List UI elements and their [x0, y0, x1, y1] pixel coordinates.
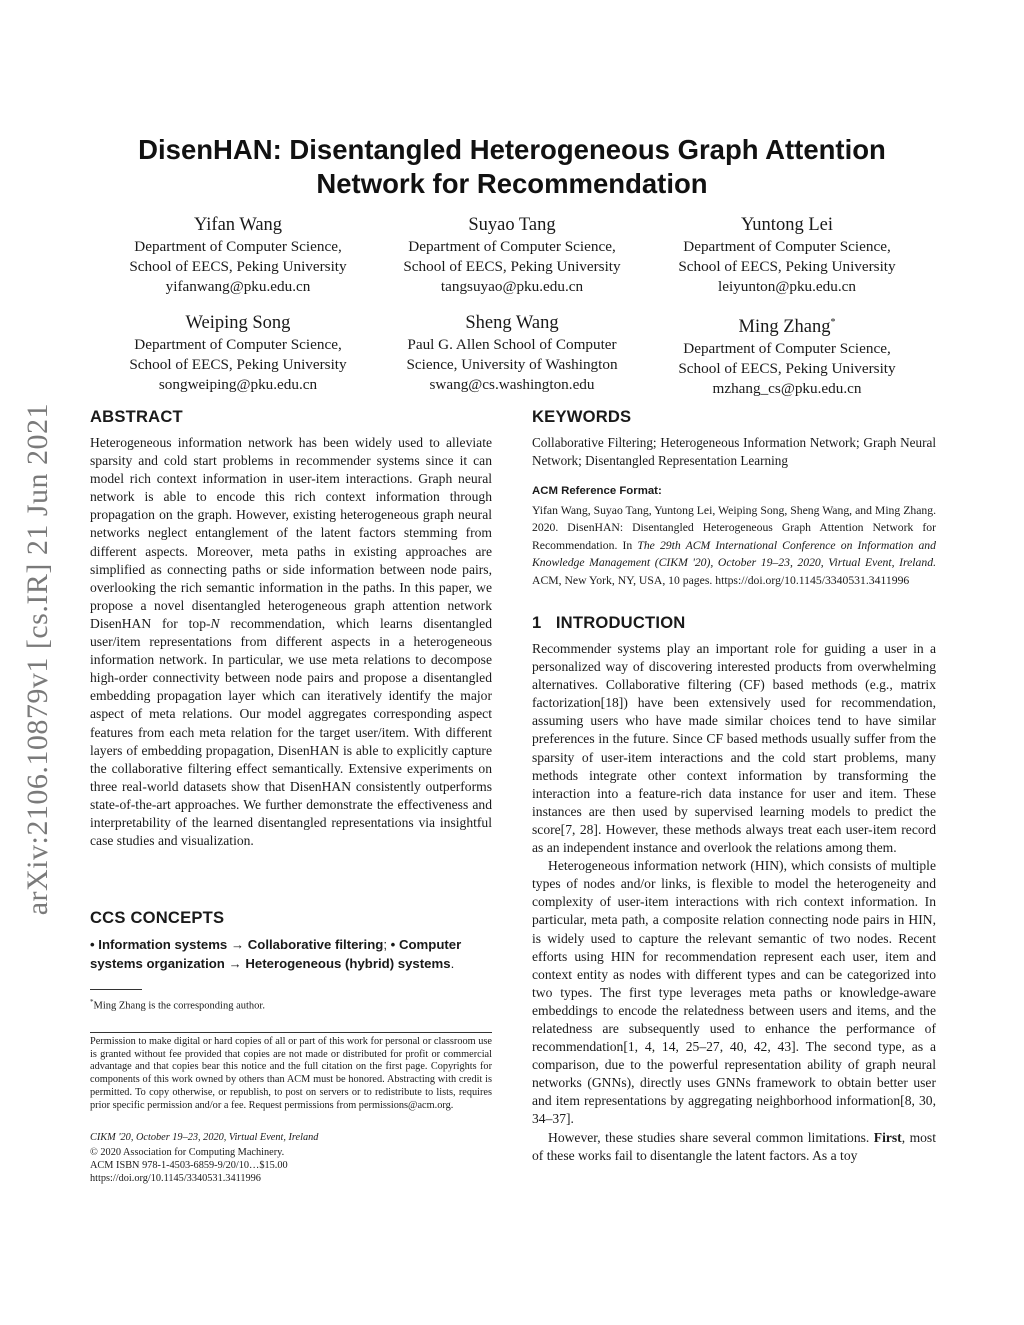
author-affiliation: School of EECS, Peking University	[129, 258, 347, 275]
doi-line: https://doi.org/10.1145/3340531.3411996	[90, 1173, 261, 1184]
copyright-line: © 2020 Association for Computing Machinery.	[90, 1147, 285, 1158]
author-name: Yifan Wang	[193, 215, 283, 235]
section-number: 1	[532, 613, 542, 632]
acm-reference-text	[532, 502, 936, 589]
conference-line: CIKM '20, October 19–23, 2020, Virtual Event, Ireland	[90, 1132, 319, 1143]
author-block	[103, 214, 373, 297]
author-name-text: Ming Zhang	[738, 317, 831, 338]
intro-text-part: However, these studies share several common limitations.	[548, 1129, 874, 1145]
footnote-rule	[90, 989, 142, 990]
author-affiliation: Department of Computer Science,	[134, 336, 342, 353]
author-block	[377, 312, 647, 395]
acm-reference-part: ACM, New York, NY, USA, 10 pages. https://doi.org/10.1145/3340531.3411996	[532, 573, 910, 587]
author-affiliation: Science, University of Washington	[406, 356, 618, 373]
author-name: Weiping Song	[185, 313, 291, 333]
arxiv-identifier-text: arXiv:2106.10879v1 [cs.IR] 21 Jun 2021	[21, 403, 54, 916]
author-affiliation: School of EECS, Peking University	[678, 258, 896, 275]
intro-emphasis: First	[873, 1129, 902, 1145]
author-name: Sheng Wang	[465, 313, 559, 333]
author-name: Yuntong Lei	[741, 215, 833, 235]
abstract-section	[90, 407, 492, 850]
abstract-heading: ABSTRACT	[90, 407, 183, 426]
author-affiliation: School of EECS, Peking University	[403, 258, 621, 275]
corresponding-author-mark: *	[830, 317, 836, 328]
author-email: yifanwang@pku.edu.cn	[165, 278, 311, 295]
intro-paragraph	[532, 1129, 936, 1165]
author-email: swang@cs.washington.edu	[429, 376, 595, 393]
footnote	[90, 996, 265, 1013]
author-email: leiyunton@pku.edu.cn	[718, 278, 856, 295]
author-name: Suyao Tang	[468, 215, 556, 235]
abstract-text-part: recommendation, which learns disentangled user/item representations from different aspects in a heterogeneous information network. In particular, we use meta relations to decompose high-order connectivity between node pairs and propose a disentangled embedding propagation layer which can iteratively identify the major aspect of meta relations. Our model aggregates corresponding aspect features from each meta relation for the target user/item. With different layers of embedding propagation, DisenHAN is able to explicitly capture the collaborative filtering effect semantically. Extensive experiments on three real-world datasets show that DisenHAN consistently outperforms state-of-the-art approaches. We further demonstrate the effectiveness and interpretability of the learned disentangled representations via insightful case studies and visualization.	[90, 615, 492, 849]
author-block	[652, 312, 922, 399]
arxiv-identifier	[8, 372, 68, 947]
author-affiliation: Department of Computer Science,	[408, 238, 616, 255]
section-title: INTRODUCTION	[555, 613, 686, 632]
author-block	[103, 312, 373, 395]
author-email: songweiping@pku.edu.cn	[158, 376, 318, 393]
isbn-line: ACM ISBN 978-1-4503-6859-9/20/10…$15.00	[90, 1160, 288, 1171]
abstract-text-part: Heterogeneous information network has been widely used to alleviate sparsity and cold start problems in recommender systems since it can model rich context information in user-item interactions. Graph neural network is able to encode this rich context information through propagation on the graph. However, existing heterogeneous graph neural networks neglect entanglement of the latent factors stemming from different aspects. Moreover, meta paths in existing approaches are simplified as connecting paths or side information between node pairs, overlooking the rich semantic information in the paths. In this paper, we propose a novel disentangled heterogeneous graph attention network DisenHAN for top-	[90, 435, 492, 631]
permission-notice: Permission to make digital or hard copies of all or part of this work for personal or classroom use is granted without fee provided that copies are not made or distributed for profit or commercial advantage and that copies bear this notice and the full citation on the first page. Copyrights for components of this work owned by others than ACM must be honored. Abstracting with credit is permitted. To copy otherwise, or republish, to post on servers or to redistribute to lists, requires prior specific permission and/or a fee. Request permissions from permissions@acm.org.	[90, 1036, 492, 1111]
footnote-mark: *	[90, 998, 94, 1006]
title-line-2: Network for Recommendation	[316, 168, 708, 199]
author-block	[377, 214, 647, 297]
introduction-heading	[532, 613, 936, 633]
author-name	[652, 312, 922, 338]
acm-reference-part: Yifan Wang, Suyao Tang, Yuntong Lei, Weiping Song, Sheng Wang, and Ming Zhang. 2020. DisenHAN: Disentangled Heterogeneous Graph Attention Network for Recommendation. In	[532, 504, 936, 552]
abstract-n-symbol: N	[210, 615, 220, 631]
title-line-1: DisenHAN: Disentangled Heterogeneous Graph Attention	[138, 134, 886, 165]
acm-reference-venue: The 29th ACM International Conference on Information and Knowledge Management (CIKM '20), October 19–23, 2020, Virtual Event, Ireland.	[532, 538, 936, 570]
author-affiliation: Department of Computer Science,	[134, 238, 342, 255]
footnote-text: Ming Zhang is the corresponding author.	[93, 1000, 265, 1012]
acm-reference-heading: ACM Reference Format:	[532, 485, 662, 497]
introduction-section	[532, 613, 936, 1165]
ccs-separator: ;	[383, 937, 391, 952]
keywords-text: Collaborative Filtering; Heterogeneous Information Network; Graph Neural Network; Disentangled Representation Learning	[532, 435, 936, 468]
author-affiliation: School of EECS, Peking University	[129, 356, 347, 373]
author-affiliation: Department of Computer Science,	[683, 340, 891, 358]
author-affiliation: Department of Computer Science,	[683, 238, 891, 255]
ccs-text	[90, 935, 492, 973]
ccs-concept: • Computer systems organization → Heterogeneous (hybrid) systems	[90, 937, 462, 971]
ccs-section	[90, 908, 492, 973]
ccs-concept: • Information systems → Collaborative filtering	[90, 937, 384, 952]
author-affiliation: School of EECS, Peking University	[678, 360, 896, 378]
keywords-heading: KEYWORDS	[532, 407, 632, 426]
intro-paragraph: Recommender systems play an important role for guiding a user in a personalized way of discovering interested products from overwhelming alternatives. Collaborative filtering (CF) based methods (e.g., matrix factorization[18]) have been extensively used for recommendation, assuming users who have made similar choices tend to have similar preferences in the future. Since CF based methods usually suffer from the sparsity of user-item interactions and the cold start problems, many methods integrate other context information by transforming the interaction into a feature-rich data instance for user and item. These instances are then used by supervised learning models to predict the score[7, 28]. However, these methods always treat each user-item record as an independent instance and overlook the relations among them.	[532, 641, 936, 856]
abstract-text	[90, 434, 492, 850]
author-email: mzhang_cs@pku.edu.cn	[712, 380, 862, 398]
intro-text-part: , most of these works fail to disentangle the latent factors. As a toy	[532, 1129, 936, 1163]
author-email: tangsuyao@pku.edu.cn	[440, 278, 584, 295]
author-block	[652, 214, 922, 297]
ccs-end: .	[450, 956, 455, 971]
ccs-heading: CCS CONCEPTS	[90, 908, 225, 927]
keywords-section	[532, 407, 936, 589]
author-affiliation: Paul G. Allen School of Computer	[407, 336, 617, 353]
paper-title	[90, 133, 934, 201]
intro-paragraph: Heterogeneous information network (HIN), which consists of multiple types of nodes and/or links, is flexible to model the heterogeneity and complexity of user-item interactions with rich context information. In particular, meta path, a composite relation connecting node pairs in HIN, is widely used to capture the relevant semantic of two nodes. Recent efforts using HIN for recommendation represent each user, item and context entity as nodes with different types and can be categorized into two types. The first type leverages meta paths or knowledge-aware embeddings to encode the relatedness between users and items, and the relatedness are subsequently used to enhance the performance of recommendation[1, 4, 14, 25–27, 40, 42, 43]. The second type, as a comparison, due to the powerful representation ability of graph neural networks (GNNs), directly uses GNNs framework to obtain better user and item representations by aggregating neighborhood information[8, 30, 34–37].	[532, 858, 936, 1127]
permission-rule	[90, 1032, 492, 1033]
